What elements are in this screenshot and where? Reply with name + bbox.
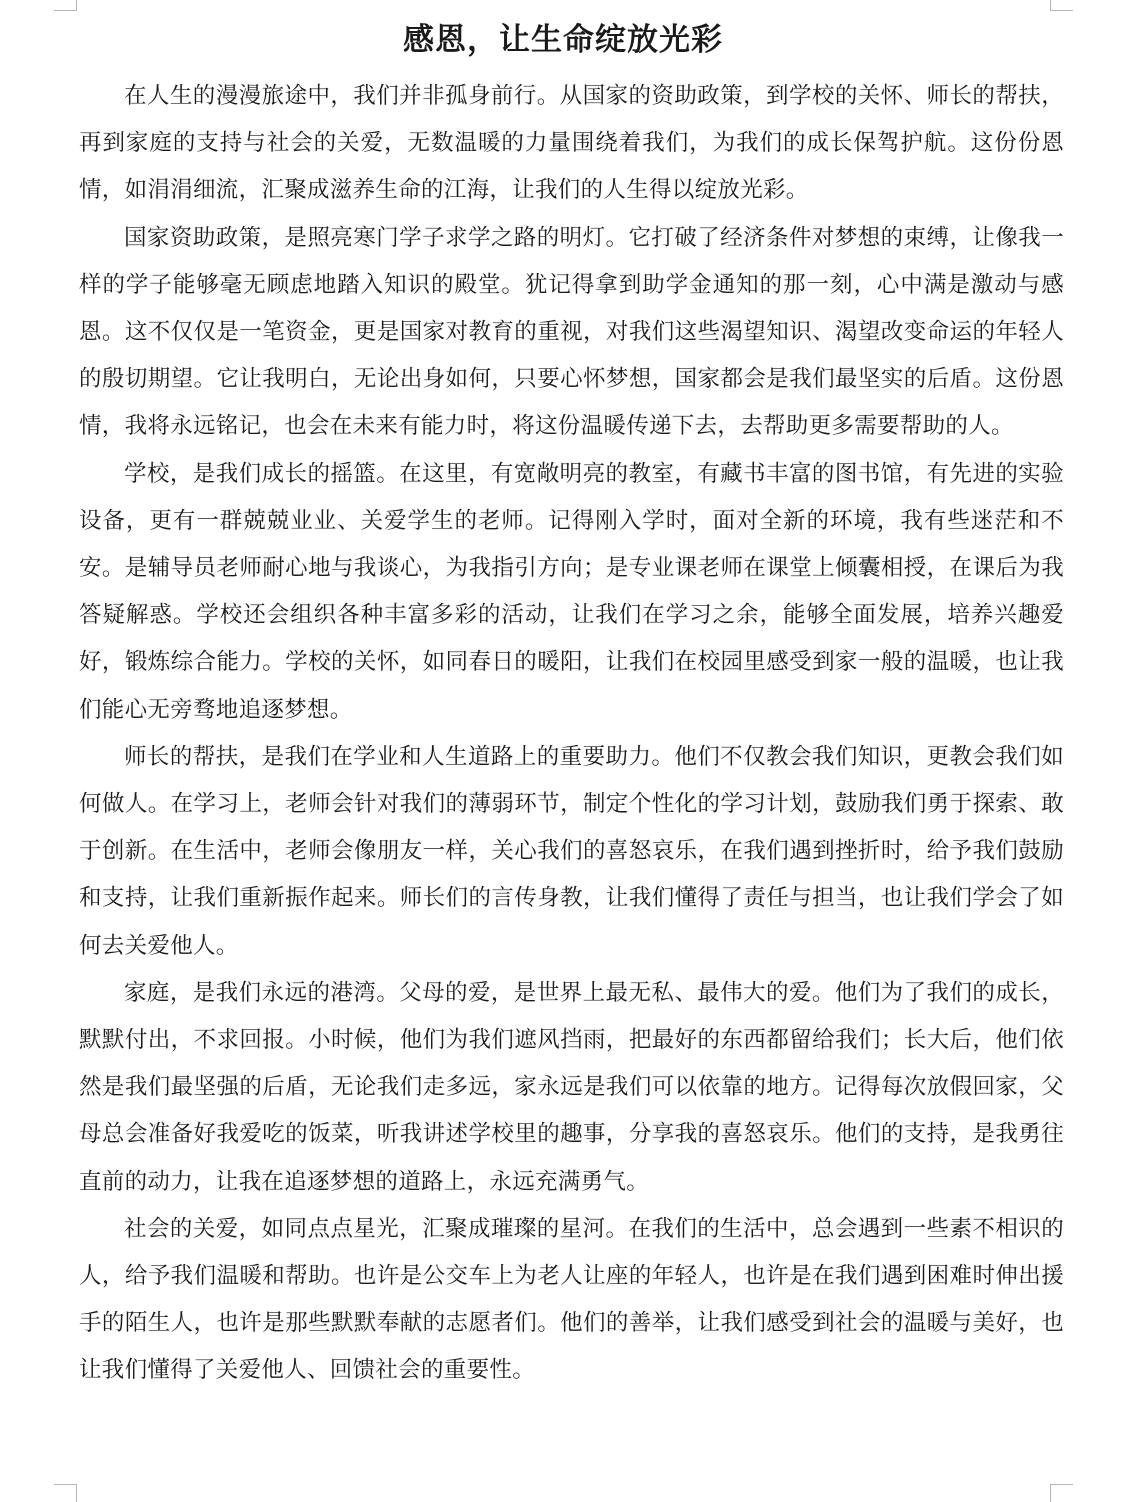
paragraph-society: 社会的关爱，如同点点星光，汇聚成璀璨的星河。在我们的生活中，总会遇到一些素不相识的人，给予我们温暖和帮助。也许是公交车上为老人让座的年轻人，也许是在我们遇到困难时伸出援手的陌生人，也许是那些默默奉献的志愿者们。他们的善举，让我们感受到社会的温暖与美好，也让我们懂得了关爱他人、回馈社会的重要性。 [79, 1215, 1064, 1384]
paragraph-school: 学校，是我们成长的摇篮。在这里，有宽敞明亮的教室，有藏书丰富的图书馆，有先进的实验设备，更有一群兢兢业业、关爱学生的老师。记得刚入学时，面对全新的环境，我有些迷茫和不安。是辅导员老师耐心地与我谈心，为我指引方向；是专业课老师在课堂上倾囊相授，在课后为我答疑解惑。学校还会组织各种丰富多彩的活动，让我们在学习之余，能够全面发展，培养兴趣爱好，锻炼综合能力。学校的关怀，如同春日的暖阳，让我们在校园里感受到家一般的温暖，也让我们能心无旁骛地追逐梦想。 [79, 460, 1064, 723]
crop-mark-bottom-left [54, 1484, 77, 1502]
paragraph-national-aid: 国家资助政策，是照亮寒门学子求学之路的明灯。它打破了经济条件对梦想的束缚，让像我一样的学子能够毫无顾虑地踏入知识的殿堂。犹记得拿到助学金通知的那一刻，心中满是激动与感恩。这不仅仅是一笔资金，更是国家对教育的重视，对我们这些渴望知识、渴望改变命运的年轻人的殷切期望。它让我明白，无论出身如何，只要心怀梦想，国家都会是我们最坚实的后盾。这份恩情，我将永远铭记，也会在未来有能力时，将这份温暖传递下去，去帮助更多需要帮助的人。 [79, 224, 1064, 440]
essay-body [79, 73, 1064, 1395]
crop-mark-bottom-right [1050, 1484, 1073, 1502]
paragraph-teachers: 师长的帮扶，是我们在学业和人生道路上的重要助力。他们不仅教会我们知识，更教会我们如何做人。在学习上，老师会针对我们的薄弱环节，制定个性化的学习计划，鼓励我们勇于探索、敢于创新。在生活中，老师会像朋友一样，关心我们的喜怒哀乐，在我们遇到挫折时，给予我们鼓励和支持，让我们重新振作起来。师长们的言传身教，让我们懂得了责任与担当，也让我们学会了如何去关爱他人。 [79, 743, 1064, 959]
crop-mark-top-left [54, 0, 77, 11]
paragraph-intro: 在人生的漫漫旅途中，我们并非孤身前行。从国家的资助政策，到学校的关怀、师长的帮扶，再到家庭的支持与社会的关爱，无数温暖的力量围绕着我们，为我们的成长保驾护航。这份份恩情，如涓涓细流，汇聚成滋养生命的江海，让我们的人生得以绽放光彩。 [79, 83, 1064, 204]
essay-title: 感恩，让生命绽放光彩 [403, 22, 723, 58]
crop-mark-top-right [1050, 0, 1073, 11]
paragraph-family: 家庭，是我们永远的港湾。父母的爱，是世界上最无私、最伟大的爱。他们为了我们的成长，默默付出，不求回报。小时候，他们为我们遮风挡雨，把最好的东西都留给我们；长大后，他们依然是我们最坚强的后盾，无论我们走多远，家永远是我们可以依靠的地方。记得每次放假回家，父母总会准备好我爱吃的饭菜，听我讲述学校里的趣事，分享我的喜怒哀乐。他们的支持，是我勇往直前的动力，让我在追逐梦想的道路上，永远充满勇气。 [79, 979, 1064, 1195]
